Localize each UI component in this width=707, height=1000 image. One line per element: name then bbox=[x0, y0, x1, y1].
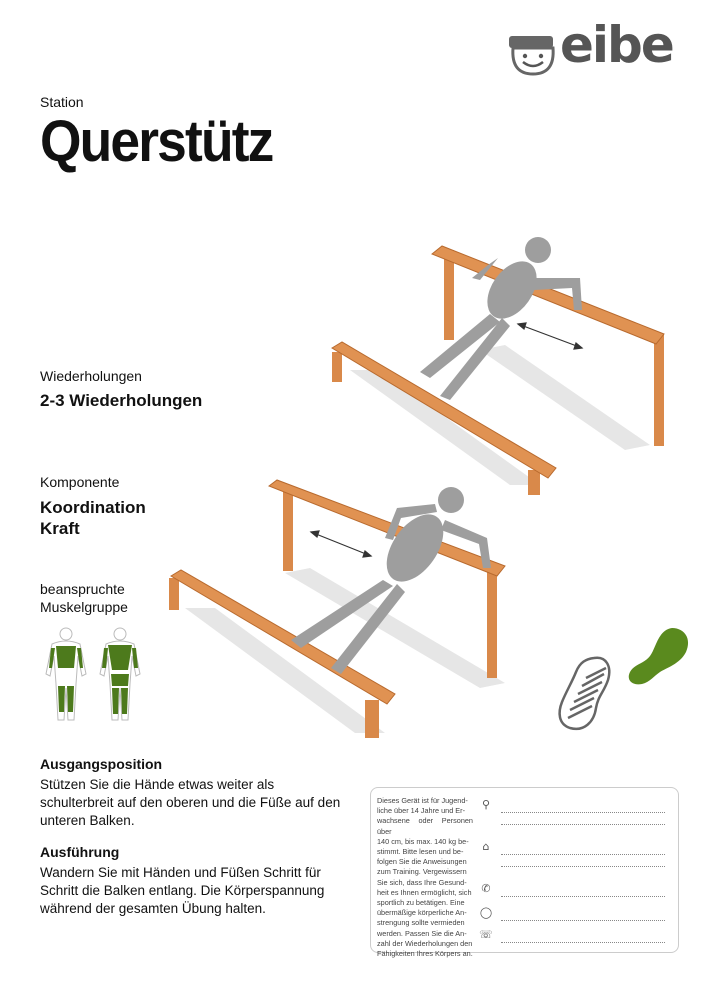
exercise-illustration-bottom bbox=[165, 478, 525, 743]
direction-arrow bbox=[518, 323, 582, 349]
logo-wordmark: eibe bbox=[560, 16, 673, 74]
emergency-phone-icon: ☏ bbox=[479, 928, 493, 941]
safety-info-box bbox=[370, 787, 679, 959]
start-position-text: Stützen Sie die Hände etwas weiter als schulterbreit auf den oberen und die Füße auf den unteren Balken. bbox=[40, 777, 341, 828]
station-label: Station bbox=[40, 94, 84, 110]
start-position-heading: Ausgangsposition bbox=[40, 756, 163, 772]
green-footprint-icon bbox=[629, 628, 688, 684]
globe-icon: ◯ bbox=[479, 906, 493, 919]
muscle-group-figures bbox=[38, 624, 148, 724]
eibe-logo bbox=[505, 16, 680, 82]
component-strength: Kraft bbox=[40, 519, 80, 538]
muscle-figure-front bbox=[46, 628, 86, 720]
muscle-label-1: beanspruchte bbox=[40, 581, 125, 597]
component-label: Komponente bbox=[40, 474, 120, 490]
phone-icon: ✆ bbox=[481, 882, 491, 895]
footprints bbox=[554, 622, 694, 734]
safety-notice-text: Dieses Gerät ist für Jugend- liche über 14 Jahre und Er- wachsene oder Personen über 140 cm, bis max. 140 kg be- stimmt. Bitte lesen und be- folgen Sie die Anweisungen zum Training. Vergewissern Sie sich, dass Ihre Gesund- heit es Ihnen ermöglicht, sich sportlich zu betätigen. Eine übermäßige körperliche An- strengung sollte vermieden werden. Passen Sie die An- zahl der Wiederholungen den Fähigkeiten Ihres Körpers an. bbox=[377, 796, 473, 959]
emergency-phone-field bbox=[479, 926, 665, 946]
repetitions-label: Wiederholungen bbox=[40, 368, 142, 384]
home-icon: ⌂ bbox=[482, 840, 490, 853]
repetitions-value: 2-3 Wiederholungen bbox=[40, 391, 203, 410]
shadow bbox=[350, 345, 650, 485]
exercise-illustration-top bbox=[320, 230, 680, 495]
execution-text: Wandern Sie mit Händen und Füßen Schritt für Schritt die Balken entlang. Die Körperspannung während der gesamten Übung halten. bbox=[40, 865, 325, 916]
muscle-label-2: Muskelgruppe bbox=[40, 599, 128, 615]
component-coordination: Koordination bbox=[40, 498, 146, 517]
mascot-face-icon bbox=[505, 28, 561, 80]
page-title: Querstütz bbox=[40, 109, 273, 174]
direction-arrow bbox=[311, 531, 371, 557]
location-field bbox=[479, 796, 665, 816]
execution-heading: Ausführung bbox=[40, 844, 120, 860]
phone-field bbox=[479, 880, 665, 900]
website-field bbox=[479, 904, 665, 924]
address-field bbox=[479, 838, 665, 858]
location-pin-icon: ⚲ bbox=[481, 798, 491, 811]
sneaker-footprint-icon bbox=[560, 658, 610, 729]
